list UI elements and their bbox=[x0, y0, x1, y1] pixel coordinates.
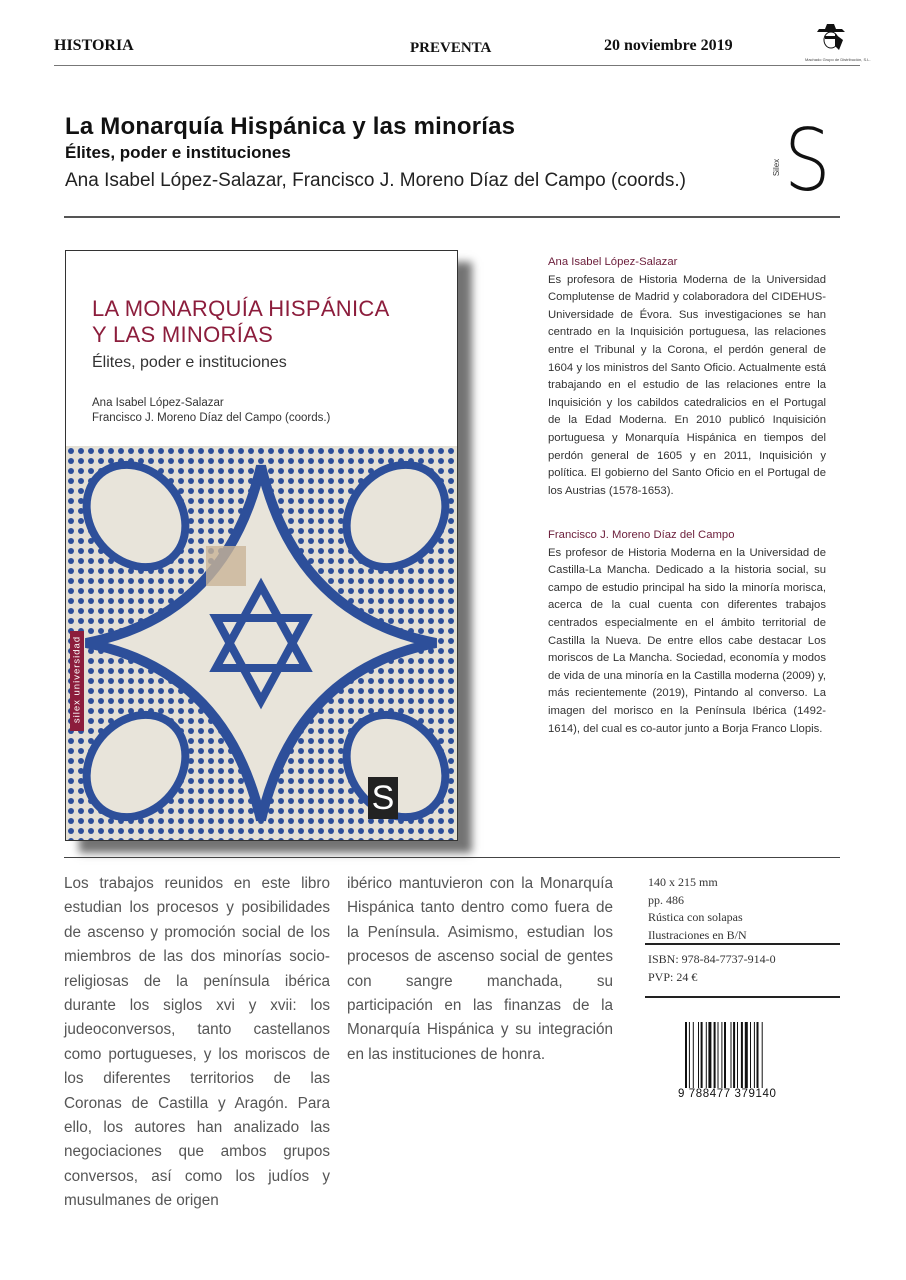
specs-block bbox=[648, 874, 747, 944]
spec-illustrations: Ilustraciones en B/N bbox=[648, 927, 747, 942]
barcode-number: 9 788477 379140 bbox=[678, 1088, 777, 1100]
author-name: Francisco J. Moreno Díaz del Campo bbox=[548, 529, 735, 541]
publisher-name: Silex bbox=[772, 158, 782, 177]
spec-size: 140 x 215 mm bbox=[648, 875, 718, 889]
distributor-logo bbox=[805, 22, 871, 62]
barcode-bars bbox=[683, 1022, 783, 1092]
tile-pattern-illustration bbox=[66, 446, 457, 840]
spec-divider bbox=[645, 996, 840, 998]
title-divider bbox=[64, 216, 840, 218]
book-authors: Ana Isabel López-Salazar, Francisco J. Moreno Díaz del Campo (coords.) bbox=[65, 170, 686, 191]
book-cover-image bbox=[65, 250, 458, 841]
content-divider bbox=[64, 857, 840, 858]
author-name: Ana Isabel López-Salazar bbox=[548, 256, 678, 268]
price: PVP: 24 € bbox=[648, 969, 698, 984]
spec-divider bbox=[645, 943, 840, 945]
cover-collection-label: silex universidad bbox=[71, 635, 83, 724]
pricing-block bbox=[648, 951, 776, 986]
spec-pages: pp. 486 bbox=[648, 892, 684, 907]
description-column-2: ibérico mantuvieron con la Monarquía Hispánica tanto dentro como fuera de la Península. Asimismo, estudian los procesos de ascenso social de gentes con sangre manchada, su participación en las finanzas de la Monarquía Hispánica y su integración en las instituciones de honra. bbox=[347, 875, 613, 1063]
section-label: HISTORIA bbox=[54, 37, 134, 54]
header-divider bbox=[54, 65, 860, 66]
barcode bbox=[683, 1022, 783, 1092]
cover-title: LA MONARQUÍA HISPÁNICA Y LAS MINORÍAS bbox=[92, 296, 390, 347]
book-subtitle: Élites, poder e instituciones bbox=[65, 143, 291, 162]
author-bio bbox=[548, 254, 826, 500]
presale-label: PREVENTA bbox=[410, 40, 492, 56]
cover-publisher-logo: S bbox=[368, 777, 398, 819]
spec-binding: Rústica con solapas bbox=[648, 910, 743, 924]
book-title: La Monarquía Hispánica y las minorías bbox=[65, 113, 516, 140]
cover-subtitle: Élites, poder e instituciones bbox=[92, 354, 287, 371]
author-bio bbox=[548, 527, 826, 738]
publisher-logo: S bbox=[784, 111, 831, 211]
author-bio-text: Es profesora de Historia Moderna de la Universidad Complutense de Madrid y colaboradora del CIDEHUS-Universidade de Évora. Sus investigaciones se han centrado en la Inquisición portuguesa, las relaciones entre el Tribunal y la Corona, el perdón general de 1604 y los ministros del Santo Oficio. Actualmente está trabajando en el estudio de las relaciones entre la Inquisición y los cabildos catedralicios en el Portugal de la Edad Moderna. En 2010 publicó Inquisición portuguesa y Monarquía Hispánica en tiempos del perdón general de 1605 y en 2011, Inquisición y política. El gobierno del Santo Oficio en el Portugal de los Austrias (1578-1653). bbox=[548, 273, 826, 497]
author-bio-text: Es profesor de Historia Moderna en la Universidad de Castilla-La Mancha. Dedicado a la historia social, su campo de estudio principal ha sido la minoría morisca, acerca de la cual cuenta con diferentes trabajos centrados especialmente en el ámbito territorial de Castilla la Nueva. De entre ellos cabe destacar Los moriscos de La Mancha. Sociedad, economía y modos de vida de una minoría en la Castilla moderna (2009) y, más recientemente (2019), Pintando al converso. La imagen del morisco en la Península Ibérica (1492-1614), del cual es co-autor junto a Borja Franco Llopis. bbox=[548, 546, 826, 735]
release-date: 20 noviembre 2019 bbox=[604, 37, 733, 54]
description-column-1: Los trabajos reunidos en este libro estudian los procesos y posibilidades de ascenso y promoción social de los miembros de las dos minorías socio-religiosas de la península ibérica durante los siglos xvi y xvii: los judeoconversos, tanto castellanos como portugueses, y los moriscos de los diferentes territorios de las Coronas de Castilla y Aragón. Para ello, los autores han analizado las negociaciones que ambos grupos conversos, así como los judíos y musulmanes de origen bbox=[64, 875, 330, 1210]
isbn: ISBN: 978-84-7737-914-0 bbox=[648, 952, 776, 966]
distributor-logo-text: Machado Grupo de Distribución, S.L. bbox=[805, 57, 871, 62]
cover-authors: Ana Isabel López-Salazar Francisco J. Moreno Díaz del Campo (coords.) bbox=[92, 397, 331, 424]
